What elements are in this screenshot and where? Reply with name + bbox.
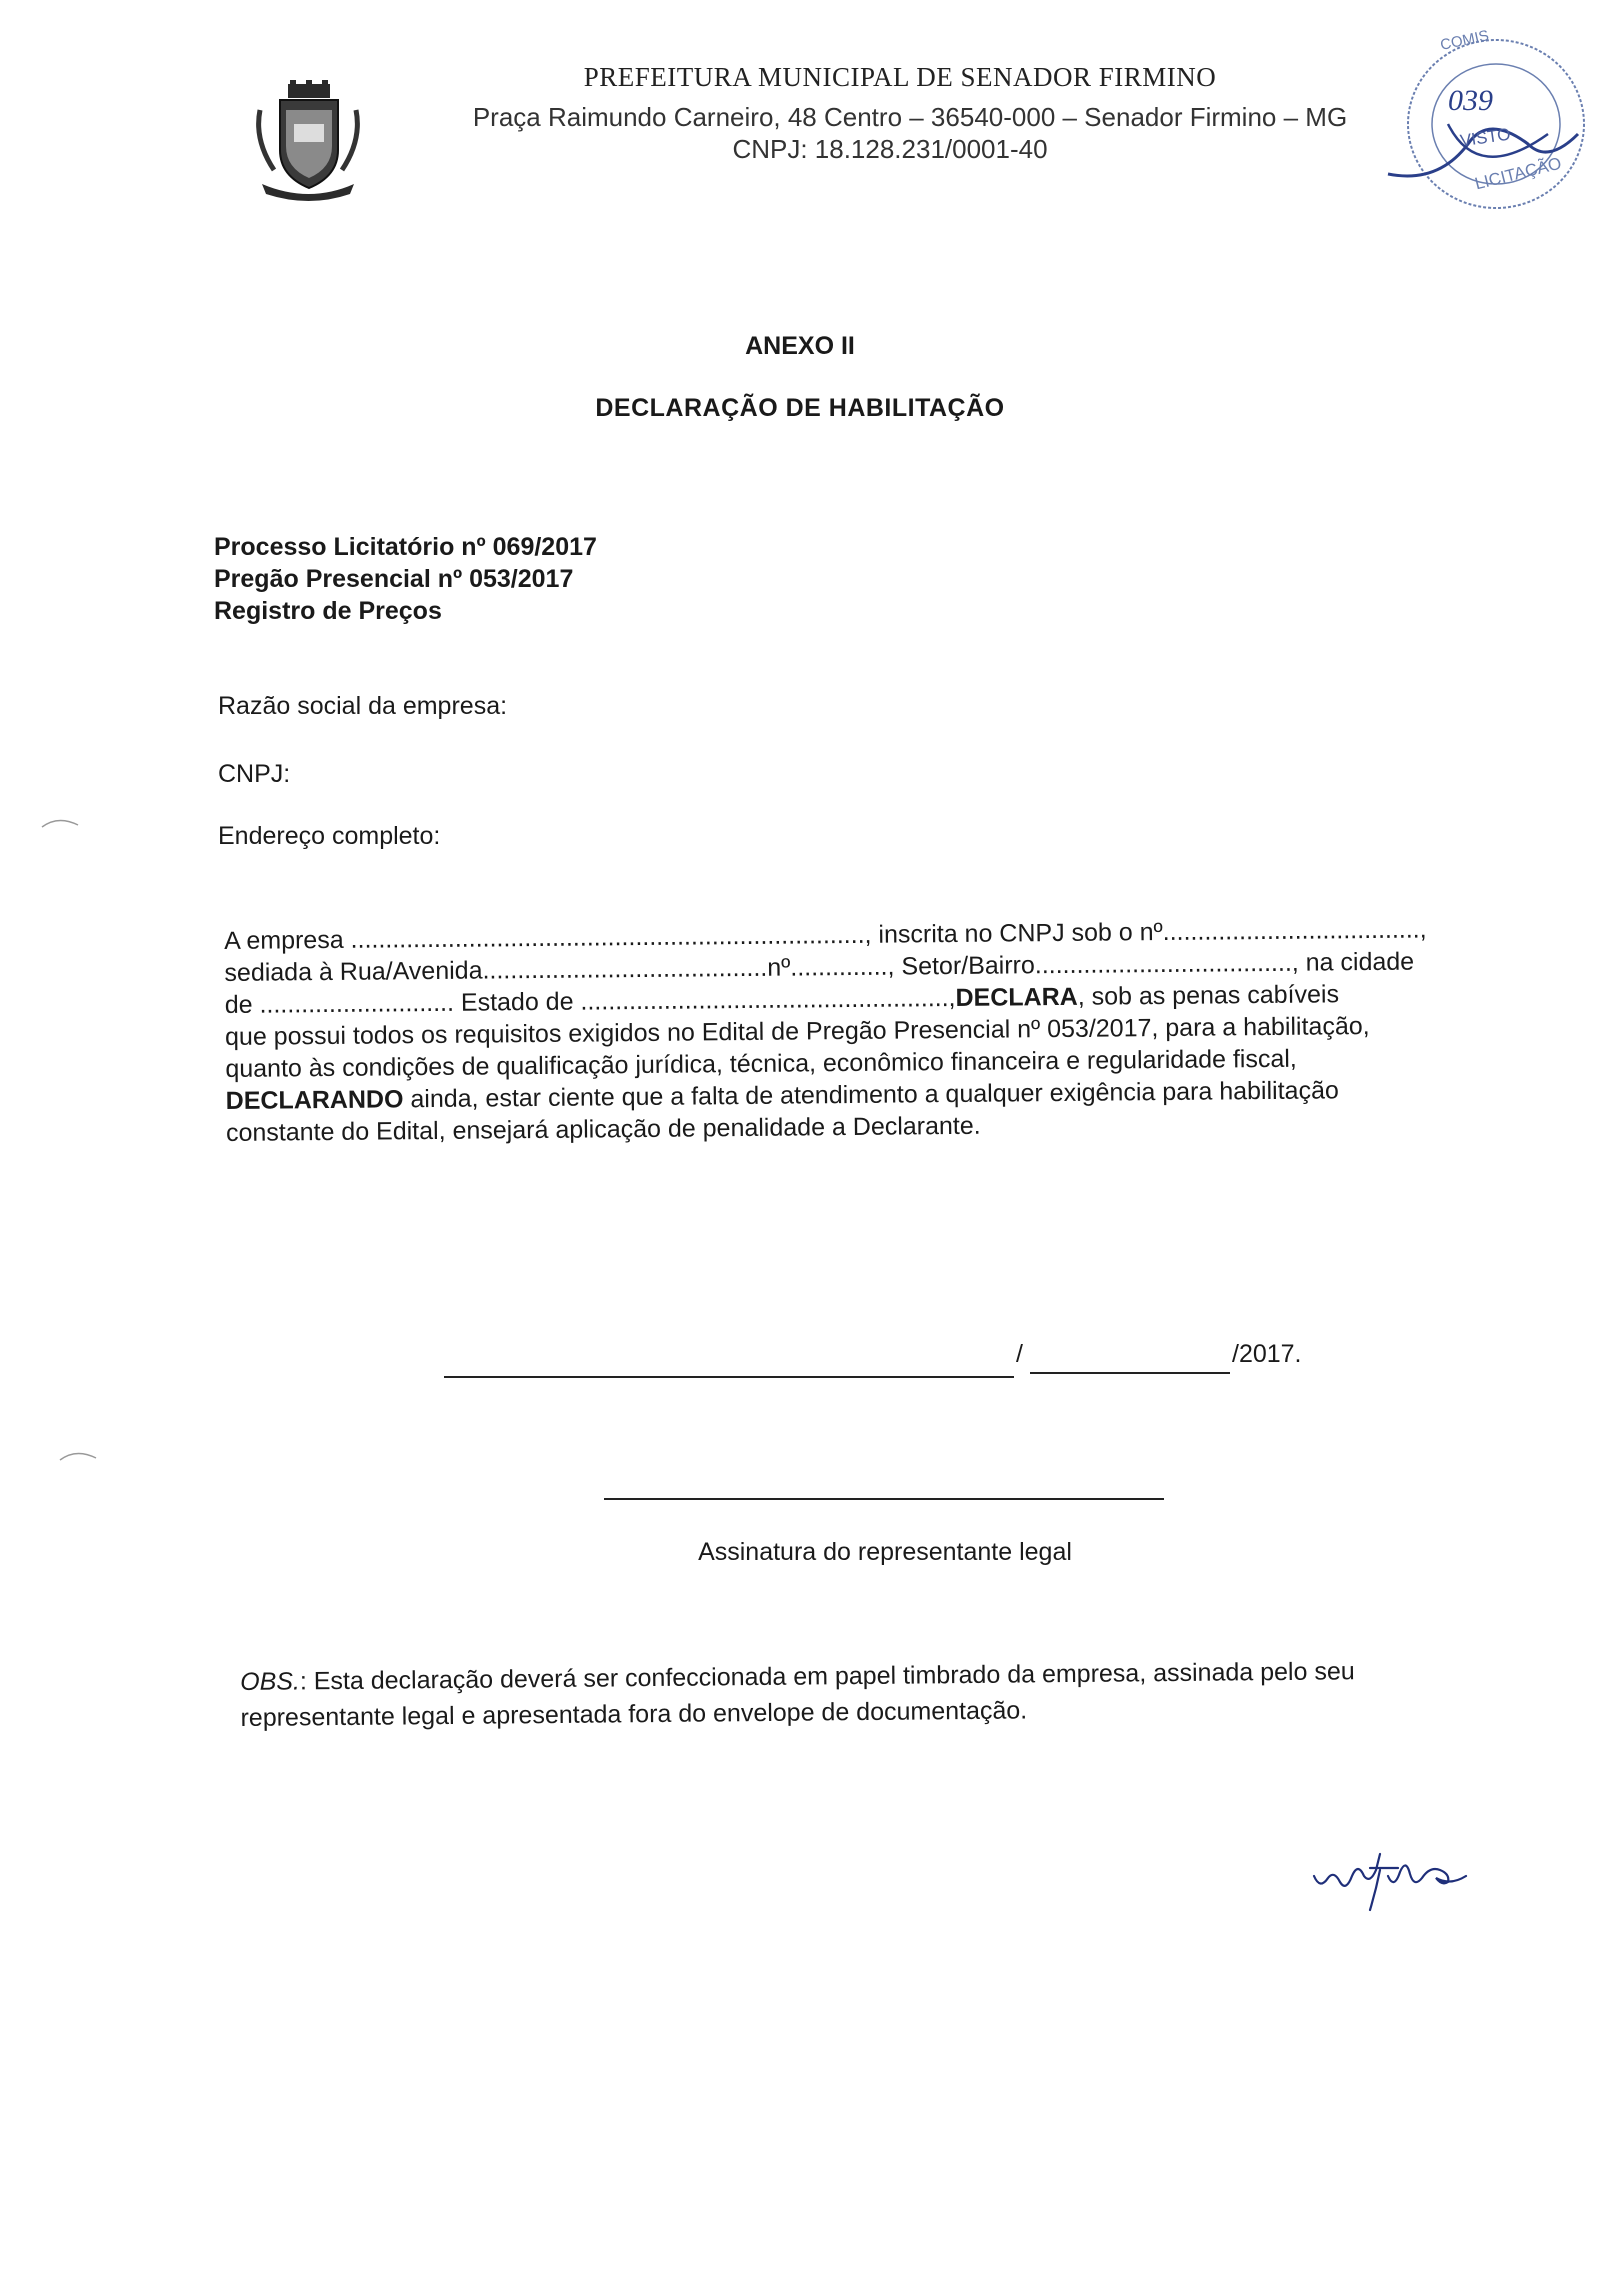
- obs-text: : Esta declaração deverá ser confeccionada em papel timbrado da empresa, assinada pelo seu representante legal e apresentada fora do envelope de documentação.: [240, 1657, 1355, 1732]
- date-day-month-line: [444, 1376, 1014, 1378]
- auction-number: Pregão Presencial nº 053/2017: [214, 565, 574, 593]
- declaration-title: DECLARAÇÃO DE HABILITAÇÃO: [595, 394, 1005, 422]
- signature-line: [604, 1498, 1164, 1500]
- scan-edge-mark: [58, 1448, 98, 1462]
- date-year: /2017.: [1232, 1340, 1302, 1368]
- address-field: Endereço completo:: [218, 822, 441, 850]
- date-slash: /: [1016, 1340, 1023, 1368]
- body-line-6: DECLARANDO ainda, estar ciente que a falta de atendimento a qualquer exigência para habilitação: [225, 1076, 1339, 1115]
- declaration-body: [224, 912, 1530, 1149]
- body-line-1: A empresa .........................................................................., inscrita no CNPJ sob o nº.....................................,: [224, 915, 1427, 955]
- body-line-7: constante do Edital, ensejará aplicação de penalidade a Declarante.: [225, 1111, 981, 1147]
- stamp-visto: VISTO: [1458, 124, 1512, 151]
- scan-edge-mark: [40, 815, 80, 829]
- stamp-bottom-text: LICITAÇÃO: [1472, 153, 1564, 194]
- body-line-3: de ............................ Estado de .....................................................,DECLARA, sob as penas cabíveis: [224, 980, 1340, 1019]
- process-number: Processo Licitatório nº 069/2017: [214, 533, 597, 561]
- cnpj-field: CNPJ:: [218, 760, 291, 788]
- price-registry: Registro de Preços: [214, 597, 442, 625]
- header-cnpj: CNPJ: 18.128.231/0001-40: [732, 134, 1048, 164]
- stamp-top-text: COMIS: [1438, 27, 1491, 54]
- company-name-field: Razão social da empresa:: [218, 692, 508, 720]
- coat-of-arms-icon: [252, 80, 364, 202]
- observation-note: [240, 1652, 1511, 1736]
- obs-prefix: OBS.: [240, 1667, 301, 1696]
- body-line-4: que possui todos os requisitos exigidos no Edital de Pregão Presencial nº 053/2017, para a habilitação,: [224, 1012, 1370, 1051]
- handwritten-initials: [1310, 1840, 1510, 1920]
- protocol-stamp: [1378, 24, 1590, 214]
- body-line-2: sediada à Rua/Avenida.........................................nº.............., Setor/Bairro....................................., na cidade: [224, 947, 1415, 987]
- header-address: Praça Raimundo Carneiro, 48 Centro – 36540-000 – Senador Firmino – MG: [472, 102, 1348, 132]
- date-month-line: [1030, 1372, 1230, 1374]
- signature-label: Assinatura do representante legal: [698, 1538, 1072, 1566]
- annex-title: ANEXO II: [745, 332, 855, 360]
- header-title: PREFEITURA MUNICIPAL DE SENADOR FIRMINO: [583, 62, 1217, 92]
- stamp-number: 039: [1448, 84, 1493, 117]
- body-line-5: quanto às condições de qualificação jurídica, técnica, econômico financeira e regularidade fiscal,: [225, 1044, 1297, 1083]
